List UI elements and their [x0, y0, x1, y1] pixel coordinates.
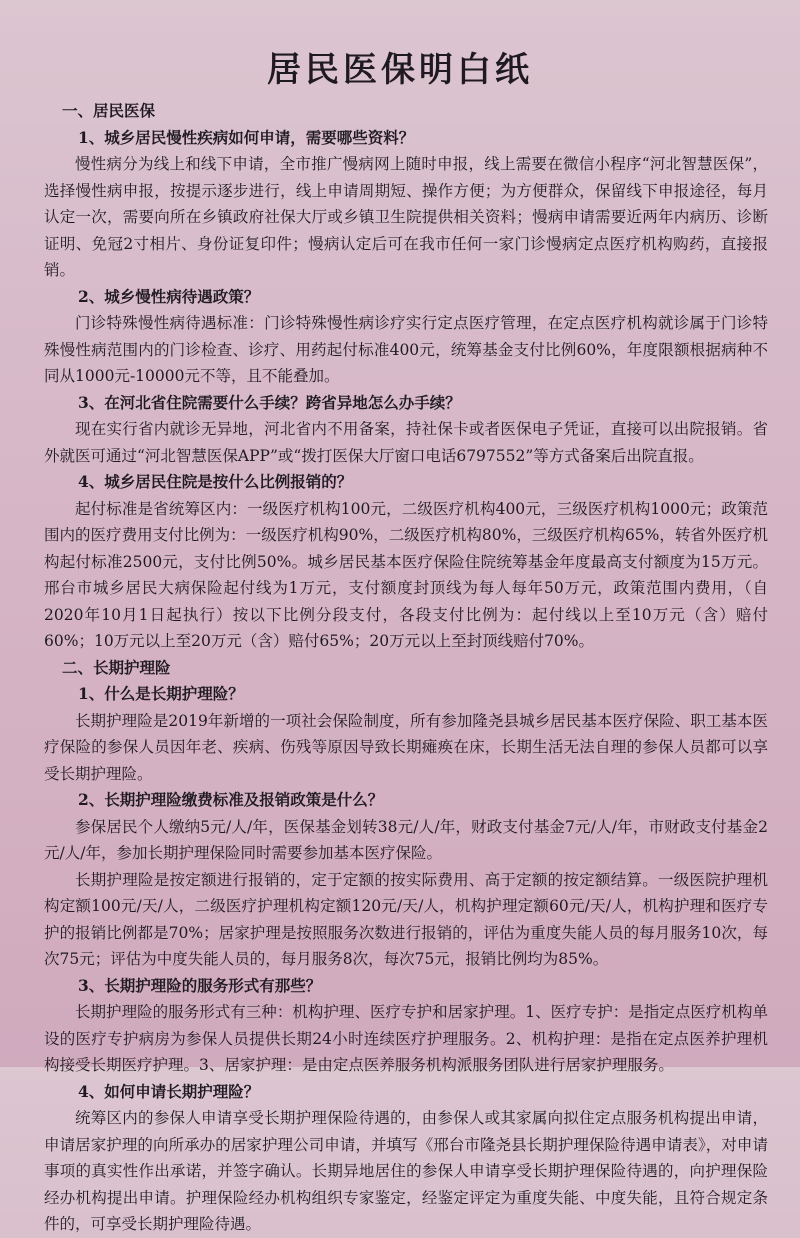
question-heading: 4、城乡居民住院是按什么比例报销的？: [78, 472, 353, 491]
question-heading: 1、城乡居民慢性疾病如何申请，需要哪些资料？: [78, 127, 415, 147]
paragraph: 门诊特殊慢性病待遇标准：门诊特殊慢性病诊疗实行定点医疗管理，在定点医疗机构就诊属于门诊特殊慢性病范围内的门诊检查、诊疗、用药起付标准400元，统筹基金支付比例60%，年度限额根据病种不同从1000元-10000元不等，且不能叠加。: [44, 314, 768, 385]
paragraph: 参保居民个人缴纳5元/人/年，医保基金划转38元/人/年，财政支付基金7元/人/年，市财政支付基金2元/人/年，参加长期护理保险同时需要参加基本医疗保险。: [44, 817, 768, 862]
question-heading: 3、在河北省住院需要什么手续？跨省异地怎么办手续？: [78, 392, 461, 412]
section-heading-long-term-care: 二、长期护理险: [62, 657, 171, 677]
paragraph: 长期护理险是2019年新增的一项社会保险制度，所有参加隆尧县城乡居民基本医疗保险、职工基本医疗保险的参保人员因年老、疾病、伤残等原因导致长期瘫痪在床，长期生活无法自理的参保人员都可以享受长期护理险。: [44, 711, 768, 783]
question-heading: 4、如何申请长期护理险？: [78, 1081, 260, 1101]
question-heading: 3、长期护理险的服务形式有那些？: [78, 975, 322, 995]
paragraph: 统筹区内的参保人申请享受长期护理保险待遇的，由参保人或其家属向拟住定点服务机构提出申请，申请居家护理的向所承办的居家护理公司申请，并填写《邢台市隆尧县长期护理保险待遇申请表》，对申请事项的真实性作出承诺，并签字确认。长期异地居住的参保人申请享受长期护理保险待遇的，向护理保险经办机构提出申请。护理保险经办机构组织专家鉴定，经鉴定评定为重度失能、中度失能，且符合规定条件的，可享受长期护理险待遇。: [44, 1109, 768, 1233]
question-heading: 1、什么是长期护理险？: [78, 684, 244, 703]
paragraph: 长期护理险是按定额进行报销的，定于定额的按实际费用、高于定额的按定额结算。一级医院护理机构定额100元/天/人，二级医疗护理机构定额120元/天/人，机构护理定额60元/天/人，机构护理和医疗专护的报销比例都是70%；居家护理是按照服务次数进行报销的，评估为重度失能人员的每月服务10次，每次75元；评估为中度失能人员的，每月服务8次，每次75元，报销比例均为85%。: [44, 870, 768, 968]
paragraph: 现在实行省内就诊无异地，河北省内不用备案，持社保卡或者医保电子凭证，直接可以出院报销。省外就医可通过“河北智慧医保APP”或“拨打医保大厅窗口电话6797552”等方式备案后出院直报。: [44, 420, 768, 465]
paragraph: 起付标准是省统筹区内：一级医疗机构100元，二级医疗机构400元，三级医疗机构1000元；政策范围内的医疗费用支付比例为：一级医疗机构90%，二级医疗机构80%，三级医疗机构65%，转省外医疗机构起付标准2500元，支付比例50%。城乡居民基本医疗保险住院统筹基金年度最高支付额度为15万元。邢台市城乡居民大病保险起付线为1万元，支付额度封顶线为每人每年50万元，政策范围内费用，（自2020年10月1日起执行）按以下比例分段支付，各段支付比例为：起付线以上至10万元（含）赔付60%；10万元以上至20万元（含）赔付65%；20万元以上至封顶线赔付70%。: [44, 499, 768, 650]
section-heading-medical-insurance: 一、居民医保: [62, 101, 156, 120]
paragraph: 长期护理险的服务形式有三种：机构护理、医疗专护和居家护理。1、医疗专护：是指定点医疗机构单设的医疗专护病房为参保人员提供长期24小时连续医疗护理服务。2、机构护理：是指在定点医养护理机构接受长期医疗护理。3、居家护理：是由定点医养服务机构派服务团队进行居家护理服务。: [44, 1003, 768, 1074]
document-title: 居民医保明白纸: [267, 50, 533, 90]
question-heading: 2、长期护理险缴费标准及报销政策是什么？: [78, 790, 384, 809]
paragraph: 慢性病分为线上和线下申请，全市推广慢病网上随时申报，线上需要在微信小程序“河北智慧医保”，选择慢性病申报，按提示逐步进行，线上申请周期短、操作方便；为方便群众，保留线下申报途径，每月认定一次，需要向所在乡镇政府社保大厅或乡镇卫生院提供相关资料；慢病申请需要近两年内病历、诊断证明、免冠2寸相片、身份证复印件；慢病认定后可在我市任何一家门诊慢病定点医疗机构购药，直接报销。: [44, 155, 768, 279]
question-heading: 2、城乡慢性病待遇政策？: [78, 286, 260, 306]
